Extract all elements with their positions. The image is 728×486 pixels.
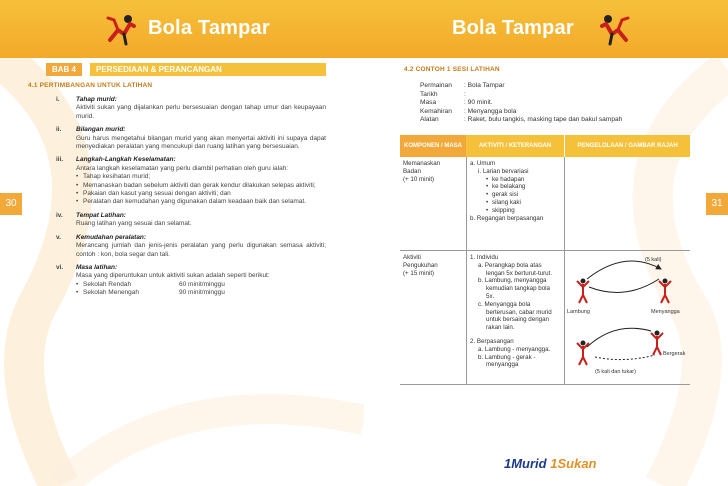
volleyball-player-icon	[104, 12, 140, 46]
activity-cell: a. Umum i. Larian bervariasi • ke hadapan • ke belakang • gerak sisi • silang kaki • skipping b. Regangan berpasangan	[466, 157, 564, 250]
volleyball-player-icon	[596, 12, 632, 46]
list-item: iii. Langkah-Langkah Keselamatan: Antara langkah keselamatan yang perlu diambil perhatian oleh guru ialah: • Tahap kesihatan murid; • Memanaskan badan sebelum aktiviti dan gerak kendur dilakukan selepas aktiviti; • Pakaian dan kasut yang sesuai dengan aktiviti; dan • Peralatan dan kemudahan yang digunakan dalam keadaan baik dan selamat.	[56, 156, 326, 206]
column-header: PENGELOLAAN / GAMBAR RAJAH	[564, 135, 690, 157]
info-row: Alatan : Raket, bulu tangkis, masking tape dan bakul sampah	[420, 116, 623, 124]
table-row	[400, 157, 690, 251]
list-item: i. Tahap murid: Aktiviti sukan yang dijalankan perlu bersesuaian dengan tahap umur dan keupayaan murid.	[56, 96, 326, 120]
arc-arrow-icon	[587, 261, 661, 279]
player-figure-icon	[659, 279, 671, 304]
diagram-label: (5 kali dan tukar)	[595, 369, 636, 375]
info-row: Tarikh :	[420, 90, 466, 98]
brand-logo: 1Murid 1Sukan	[504, 456, 597, 471]
arc-arrow-icon	[587, 328, 651, 347]
chapter-title: PERSEDIAAN & PERANCANGAN	[90, 63, 326, 76]
session-info	[420, 82, 622, 125]
list-item: vi. Masa latihan: Masa yang diperuntukan untuk aktiviti sukan adalah seperti berikut: • Sekolah Rendah 60 minit/minggu • Sekolah Menengah 90 minit/minggu	[56, 264, 326, 298]
page-number: 30	[0, 193, 22, 215]
page-number: 31	[706, 193, 728, 215]
chapter-tag: BAB 4	[46, 63, 82, 76]
info-row: Masa : 90 minit.	[420, 99, 493, 107]
column-header: KOMPONEN / MASA	[400, 135, 466, 157]
safety-bullets: • Tahap kesihatan murid; • Memanaskan badan sebelum aktiviti dan gerak kendur dilakukan selepas aktiviti; • Pakaian dan kasut yang sesuai dengan aktiviti; dan • Peralatan dan kemudahan yang digunakan dalam keadaan baik dan selamat.	[76, 173, 326, 207]
section-heading: 4.2 CONTOH 1 SESI LATIHAN	[404, 66, 500, 73]
table-header	[400, 135, 690, 157]
column-header: AKTIVITI / KETERANGAN	[466, 135, 564, 157]
info-row: Permainan : Bola Tampar	[420, 82, 505, 89]
consideration-list	[56, 96, 326, 303]
activity-cell: 1. Individu a. Perangkap bola atas lengan 5x berturut-turut. b. Lambung, menyangga kemudian tangkap bola 5x. c. Menyangga bola berterusan, cabar murid untuk bersaing dengan rakan lain. 2. Berpasangan a. Lambung - menyangga. b. Lambung - gerak - menyangga	[466, 251, 564, 384]
page-title: Bola Tampar	[452, 17, 574, 39]
diagram-cell	[564, 157, 690, 250]
diagram-cell	[564, 251, 690, 384]
info-row: Kemahiran : Menyangga bola	[420, 107, 517, 115]
list-item: v. Kemudahan peralatan: Merancang jumlah dan jenis-jenis peralatan yang perlu digunakan semasa aktiviti; contoh : kon, bola segar dan tali.	[56, 233, 326, 258]
player-figure-icon	[577, 279, 589, 304]
page-title: Bola Tampar	[148, 17, 270, 39]
list-item: iv. Tempat Latihan: Ruang latihan yang sesuai dan selamat.	[56, 211, 192, 228]
diagram-label: Menyangga	[651, 309, 680, 315]
drill-diagram	[565, 251, 691, 385]
table-row	[400, 251, 690, 385]
player-figure-icon	[651, 331, 663, 356]
component-cell: Aktiviti Pengukuhan (+ 15 minit)	[403, 254, 438, 277]
component-cell: Memanaskan Badan (+ 10 minit)	[403, 160, 441, 183]
training-plan-table	[400, 135, 690, 385]
diagram-label: Bergerak	[663, 351, 686, 357]
diagram-label: Lambung	[567, 309, 590, 315]
arc-arrow-icon	[589, 279, 659, 292]
diagram-label: (5 kali)	[645, 257, 662, 263]
arc-arrow-icon	[595, 355, 655, 360]
list-item: ii. Bilangan murid: Guru harus mengetahui bilangan murid yang akan menyertai aktiviti ini supaya dapat menyediakan peralatan yang mencukupi dan ruang latihan yang bersesuaian.	[56, 126, 326, 151]
section-heading: 4.1 PERTIMBANGAN UNTUK LATIHAN	[28, 82, 153, 89]
player-figure-icon	[577, 341, 589, 366]
school-time-list: • Sekolah Rendah 60 minit/minggu • Sekolah Menengah 90 minit/minggu	[76, 281, 326, 298]
